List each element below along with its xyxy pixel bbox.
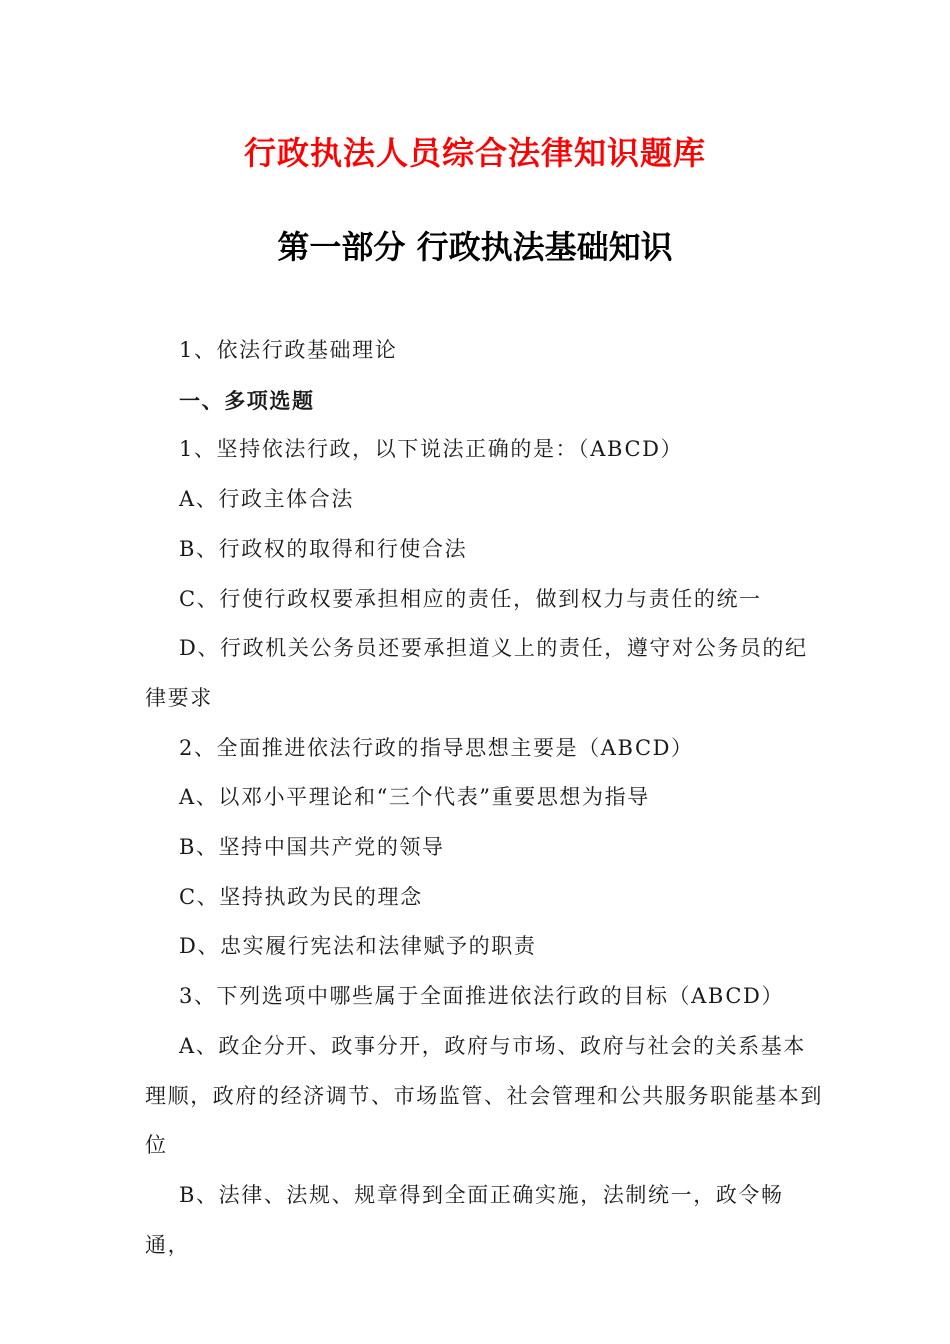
question-1-option-d: D、行政机关公务员还要承担道义上的责任，遵守对公务员的纪律要求 [145,636,808,710]
question-2: 2、全面推进依法行政的指导思想主要是（ABCD） [179,735,694,760]
question-1-option-a: A、行政主体合法 [179,487,354,512]
question-2-option-a: A、以邓小平理论和“三个代表”重要思想为指导 [179,785,650,810]
question-type-heading: 一、多项选题 [179,387,315,413]
document-body [145,326,825,1270]
question-3-option-a: A、政企分开、政事分开，政府与市场、政府与社会的关系基本理顺，政府的经济调节、市场监管、社会管理和公共服务职能基本到位 [145,1033,823,1158]
question-3-option-b: B、法律、法规、规章得到全面正确实施，法制统一，政令畅通， [145,1182,784,1257]
question-2-option-c: C、坚持执政为民的理念 [179,884,423,909]
section-heading: 1、依法行政基础理论 [179,338,398,362]
question-3: 3、下列选项中哪些属于全面推进依法行政的目标（ABCD） [179,984,785,1009]
question-1-option-c: C、行使行政权要承担相应的责任，做到权力与责任的统一 [179,586,762,611]
part-title: 第一部分 行政执法基础知识 [277,228,673,266]
question-1: 1、坚持依法行政，以下说法正确的是：（ABCD） [179,437,684,462]
question-2-option-d: D、忠实履行宪法和法律赋予的职责 [179,934,537,959]
question-1-option-b: B、行政权的取得和行使合法 [179,536,468,561]
document-title: 行政执法人员综合法律知识题库 [243,134,706,172]
question-2-option-b: B、坚持中国共产党的领导 [179,835,445,860]
